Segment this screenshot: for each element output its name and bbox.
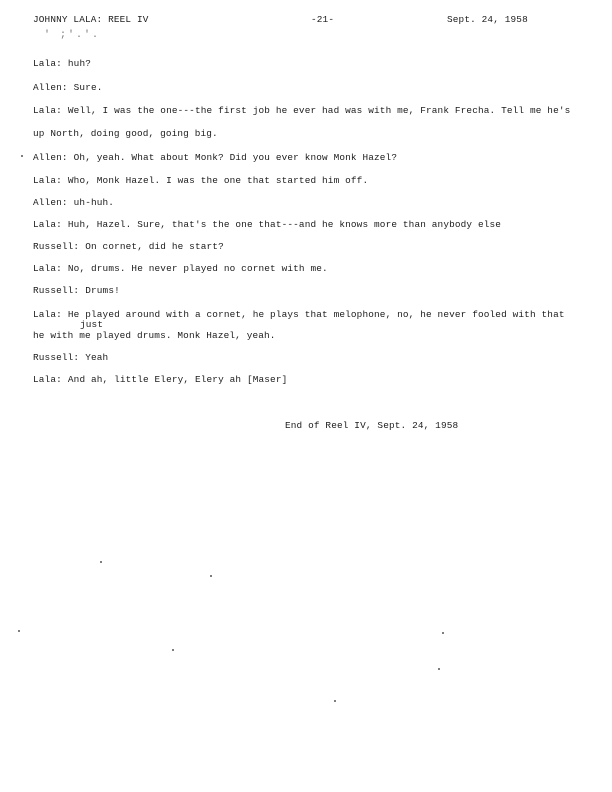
transcript-line xyxy=(33,219,501,230)
line-text: And ah, little Elery, Elery ah [Maser] xyxy=(67,374,288,385)
speck xyxy=(100,561,102,563)
speck xyxy=(438,668,440,670)
transcript-line xyxy=(33,241,224,252)
end-of-reel-note: End of Reel IV, Sept. 24, 1958 xyxy=(285,420,459,431)
speck xyxy=(172,649,174,651)
speck xyxy=(334,700,336,702)
transcript-line xyxy=(33,285,120,296)
speaker-label: Lala: xyxy=(33,105,62,116)
line-text: He played around with a cornet, he plays that melophone, no, he never fooled with that xyxy=(67,309,565,320)
header-title: JOHNNY LALA: REEL IV xyxy=(33,14,149,25)
transcript-line xyxy=(33,128,218,139)
line-text: Well, I was the one---the first job he ever had was with me, Frank Frecha. Tell me he's xyxy=(67,105,571,116)
transcript-line xyxy=(33,330,276,341)
line-text: Yeah xyxy=(85,352,109,363)
line-text: Sure. xyxy=(73,82,103,93)
line-text: Who, Monk Hazel. I was the one that started him off. xyxy=(67,175,369,186)
speck xyxy=(18,630,20,632)
header-date: Sept. 24, 1958 xyxy=(447,14,528,25)
speaker-label: Lala: xyxy=(33,263,62,274)
transcript-line xyxy=(33,352,108,363)
line-text: Drums! xyxy=(85,285,120,296)
speck xyxy=(21,155,23,157)
speaker-label: Russell: xyxy=(33,241,80,252)
interlinear-insert: just xyxy=(80,319,104,330)
speaker-label: Allen: xyxy=(33,197,68,208)
transcript-line xyxy=(33,374,287,385)
transcript-line xyxy=(33,175,368,186)
transcript-line xyxy=(33,152,397,163)
speaker-label: Allen: xyxy=(33,82,68,93)
transcript-line xyxy=(33,105,570,116)
transcript-line xyxy=(33,58,91,69)
speaker-label: Allen: xyxy=(33,152,68,163)
transcript-line xyxy=(33,82,103,93)
speaker-label: Lala: xyxy=(33,219,62,230)
speaker-label: Lala: xyxy=(33,58,62,69)
handwritten-mark: ' ;'.'. xyxy=(44,30,101,41)
transcript-line xyxy=(33,263,328,274)
speaker-label: Russell: xyxy=(33,352,80,363)
line-text: No, drums. He never played no cornet with me. xyxy=(67,263,328,274)
line-text: he with me played drums. Monk Hazel, yeah. xyxy=(33,330,276,341)
speaker-label: Lala: xyxy=(33,374,62,385)
speaker-label: Lala: xyxy=(33,175,62,186)
transcript-line xyxy=(33,197,114,208)
line-text: Oh, yeah. What about Monk? Did you ever know Monk Hazel? xyxy=(73,152,398,163)
transcript-line xyxy=(33,309,565,320)
line-text: huh? xyxy=(67,58,91,69)
line-text: Huh, Hazel. Sure, that's the one that---and he knows more than anybody else xyxy=(67,219,502,230)
line-text: uh-huh. xyxy=(73,197,115,208)
line-text: up North, doing good, going big. xyxy=(33,128,218,139)
speck xyxy=(210,575,212,577)
speaker-label: Russell: xyxy=(33,285,80,296)
speck xyxy=(442,632,444,634)
speaker-label: Lala: xyxy=(33,309,62,320)
line-text: On cornet, did he start? xyxy=(85,241,224,252)
page-number: -21- xyxy=(311,14,335,25)
